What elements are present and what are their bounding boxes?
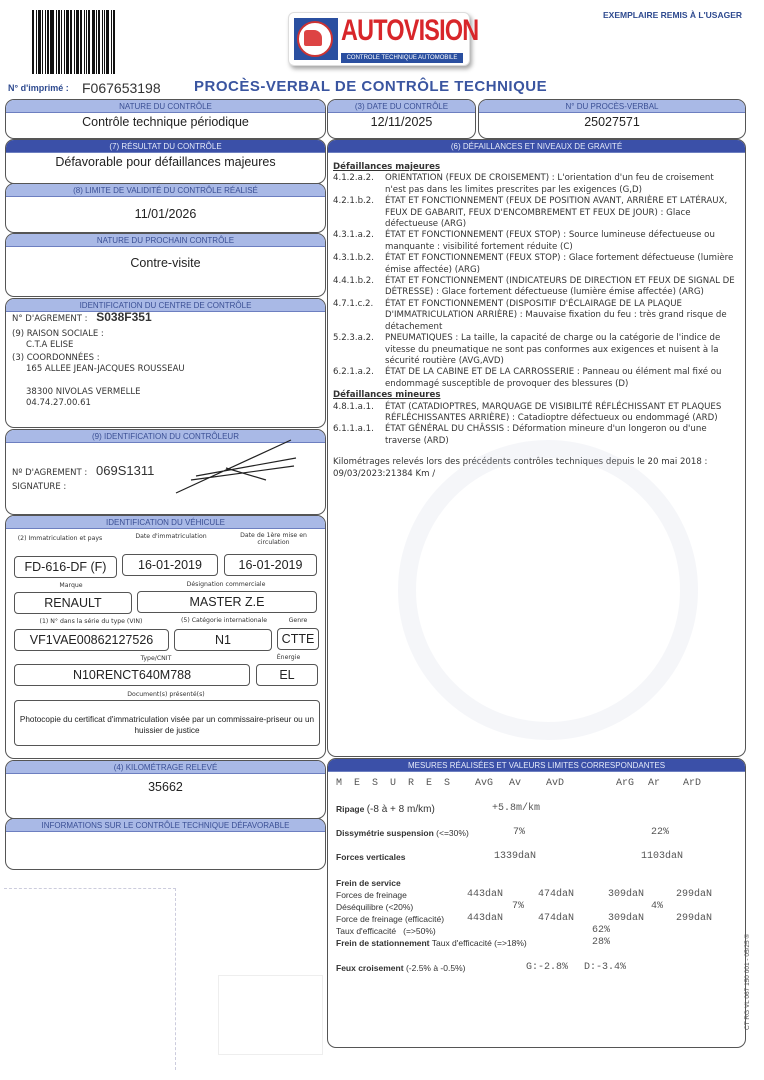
type-field: N10RENCT640M788	[14, 664, 250, 686]
defect-text: ÉTAT ET FONCTIONNEMENT (DISPOSITIF D'ÉCLAIRAGE DE LA PLAQUE D'IMMATRICULATION ARRIÈRE) : Mauvaise fixation du feu : très grand risque de détachement	[385, 298, 727, 332]
col-arg: ArG	[616, 778, 635, 789]
marque-label: Marque	[59, 582, 83, 589]
info-box	[5, 818, 326, 870]
result-label: (7) RÉSULTAT DU CONTRÔLE	[6, 140, 325, 153]
forces-verticales-label: Forces verticales	[336, 852, 406, 862]
vin-field: VF1VAE00862127526	[14, 629, 169, 651]
measures-label: MESURES RÉALISÉES ET VALEURS LIMITES CORRESPONDANTES	[328, 759, 745, 772]
defect-code: 4.2.1.b.2.	[333, 196, 374, 207]
feux-d: D:-3.4%	[584, 962, 627, 973]
logo-title: AUTOVISION	[341, 14, 479, 47]
immat-label: (2) Immatriculation et pays	[17, 535, 103, 542]
first-circ-label: Date de 1ère mise en circulation	[240, 532, 307, 546]
defect-code: 6.1.1.a.1.	[333, 424, 374, 435]
measures-box	[327, 758, 746, 1048]
centre-label: IDENTIFICATION DU CENTRE DE CONTRÔLE	[6, 299, 325, 312]
validity-value: 11/01/2026	[134, 207, 197, 221]
defect-item	[333, 253, 745, 276]
tear-off-area	[4, 888, 176, 1070]
defect-item	[333, 299, 745, 333]
defect-text: ÉTAT ET FONCTIONNEMENT (FEUX STOP) : Source lumineuse défectueuse ou manquante : visibilité fortement réduite (C)	[385, 230, 715, 252]
forces-verticales-av: 1339daN	[494, 851, 537, 862]
date-immat-field: 16-01-2019	[122, 554, 218, 576]
ripage-limit: (-8 à + 8 m/km)	[366, 804, 435, 815]
defect-item	[333, 424, 745, 447]
categorie-field: N1	[174, 629, 272, 651]
taux-label: Taux d'efficacité (=>50%)	[336, 926, 436, 936]
pv-value: 25027571	[584, 115, 640, 129]
nature-box	[5, 99, 326, 139]
deseq-label: Déséquilibre (<20%)	[336, 902, 414, 912]
vehicle-label: IDENTIFICATION DU VÉHICULE	[6, 516, 325, 529]
defect-item	[333, 173, 745, 196]
major-title: Défaillances majeures	[333, 162, 441, 172]
col-ard: ArD	[683, 778, 702, 789]
defect-code: 4.3.1.b.2.	[333, 253, 374, 264]
validity-box	[5, 183, 326, 233]
next-control-box	[5, 233, 326, 297]
frein-stationnement-taux-label: Taux d'efficacité (=>18%)	[431, 938, 527, 948]
defect-item	[333, 333, 745, 367]
centre-agrement: S038F351	[96, 310, 152, 324]
eff-force-label: Force de freinage (efficacité)	[336, 914, 445, 924]
pv-label: N° DU PROCÈS-VERBAL	[479, 100, 745, 113]
date-box	[327, 99, 476, 139]
print-number-label: N° d'imprimé :	[8, 83, 69, 93]
col-avd: AvD	[546, 778, 565, 789]
centre-box	[5, 298, 326, 428]
defect-code: 4.3.1.a.2.	[333, 230, 374, 241]
defect-code: 4.7.1.c.2.	[333, 298, 374, 309]
address-line2: 38300 NIVOLAS VERMELLE	[26, 387, 141, 397]
frein-service-label: Frein de service	[336, 878, 401, 888]
result-value: Défavorable pour défaillances majeures	[55, 155, 276, 169]
minor-title: Défaillances mineures	[333, 390, 441, 401]
phone: 04.74.27.00.61	[26, 398, 91, 408]
dissymetrie-limit: (<=30%)	[436, 828, 469, 838]
print-number: F067653198	[82, 80, 161, 96]
dissymetrie-ar: 22%	[651, 827, 670, 838]
frein-stationnement-label: Frein de stationnement	[336, 938, 430, 948]
deseq-av: 7%	[512, 901, 525, 912]
type-label: Type/CNIT	[140, 655, 172, 662]
eff-force-avd: 474daN	[538, 913, 575, 924]
ripage-label: Ripage	[336, 804, 365, 814]
first-circ-field: 16-01-2019	[224, 554, 317, 576]
defect-text: ÉTAT ET FONCTIONNEMENT (FEUX DE POSITION AVANT, ARRIÈRE ET LATÉRAUX, FEUX DE GABARIT, FEUX D'ENCOMBREMENT ET FEUX DE JOUR) : Glace défectueuse (ARG)	[385, 196, 728, 230]
barcode	[32, 10, 136, 74]
signature-icon	[166, 438, 306, 498]
ripage-value: +5.8m/km	[492, 803, 541, 814]
defect-text: PNEUMATIQUES : La taille, la capacité de charge ou la catégorie de l'indice de vitesse du pneumatique ne sont pas conformes aux exigences et nuisent à la sécurité routière (AVG,AVD)	[385, 333, 721, 366]
defect-text: ÉTAT ET FONCTIONNEMENT (FEUX STOP) : Glace fortement défectueuse (lumière émise affectée) (ARG)	[385, 253, 734, 275]
designation-field: MASTER Z.E	[137, 591, 317, 613]
vin-label: (1) N° dans la série du type (VIN)	[39, 618, 143, 625]
col-av: Av	[509, 778, 522, 789]
forces-freinage-label: Forces de freinage	[336, 890, 407, 900]
genre-field: CTTE	[277, 628, 319, 650]
forces-verticales-ar: 1103daN	[641, 851, 684, 862]
defects-list	[328, 153, 745, 480]
km-history: Kilométrages relevés lors des précédents contrôles techniques depuis le 20 mai 2018 : 09/03/2023:21384 Km /	[333, 457, 708, 479]
defect-text: ÉTAT ET FONCTIONNEMENT (INDICATEURS DE DIRECTION ET FEUX DE SIGNAL DE DÉTRESSE) : Glace fortement défectueuse (lumière émise affectée) (ARG)	[385, 276, 735, 298]
vehicle-box	[5, 515, 326, 759]
categorie-label: (5) Catégorie internationale	[180, 617, 268, 624]
date-label: (3) DATE DU CONTRÔLE	[328, 100, 475, 113]
address-line1: 165 ALLEE JEAN-JACQUES ROUSSEAU	[26, 364, 185, 374]
defect-text: ÉTAT GÉNÉRAL DU CHÂSSIS : Déformation mineure d'un longeron ou d'une traverse (ARD)	[385, 424, 707, 446]
mileage-box	[5, 760, 326, 819]
col-ar: Ar	[648, 778, 661, 789]
defect-text: ÉTAT DE LA CABINE ET DE LA CARROSSERIE : Panneau ou élément mal fixé ou endommagé susceptible de provoquer des blessures (D)	[385, 367, 722, 389]
controller-agrement: 069S1311	[96, 463, 155, 478]
signature-label: SIGNATURE :	[12, 482, 67, 492]
deseq-ar: 4%	[651, 901, 664, 912]
raison-value: C.T.A ELISE	[26, 340, 74, 350]
form-reference-code: CT RG VL 067 150 001 - 05/25 ®	[744, 933, 751, 1030]
marque-field: RENAULT	[14, 592, 132, 614]
defects-box	[327, 139, 746, 757]
eff-force-avg: 443daN	[467, 913, 504, 924]
eff-force-ard: 299daN	[676, 913, 713, 924]
dissymetrie-label: Dissymétrie suspension	[336, 828, 434, 838]
controller-box	[5, 429, 326, 515]
defect-text: ORIENTATION (FEUX DE CROISEMENT) : L'orientation d'un feu de croisement n'est pas dans les limites prescrites par les exigences (G,D)	[385, 173, 714, 195]
energie-label: Énergie	[276, 654, 301, 661]
centre-agrement-label: N° D'AGREMENT :	[12, 314, 88, 324]
next-control-label: NATURE DU PROCHAIN CONTRÔLE	[6, 234, 325, 247]
forces-freinage-avg: 443daN	[467, 889, 504, 900]
forces-freinage-ard: 299daN	[676, 889, 713, 900]
watermark-emblem	[398, 440, 698, 740]
document-title: PROCÈS-VERBAL DE CONTRÔLE TECHNIQUE	[194, 78, 548, 95]
defect-item	[333, 367, 745, 390]
defect-code: 6.2.1.a.2.	[333, 367, 374, 378]
defect-item	[333, 402, 745, 425]
genre-label: Genre	[288, 617, 308, 624]
feux-g: G:-2.8%	[526, 962, 569, 973]
nature-label: NATURE DU CONTRÔLE	[6, 100, 325, 113]
feux-limit: (-2.5% à -0.5%)	[405, 963, 466, 973]
designation-label: Désignation commerciale	[186, 581, 266, 588]
controller-label: (9) IDENTIFICATION DU CONTRÔLEUR	[6, 430, 325, 443]
measures-title: M E S U R E S	[336, 778, 454, 789]
eff-force-arg: 309daN	[608, 913, 645, 924]
date-value: 12/11/2025	[370, 115, 433, 129]
defect-text: ÉTAT (CATADIOPTRES, MARQUAGE DE VISIBILITÉ RÉFLÉCHISSANT ET PLAQUES RÉFLÉCHISSANTES ARRIÈRE) : Catadioptre défectueux ou endommagé (ARD)	[385, 401, 722, 423]
defect-code: 4.4.1.b.2.	[333, 276, 374, 287]
frein-stationnement-taux: 28%	[592, 937, 611, 948]
defect-code: 4.8.1.a.1.	[333, 401, 374, 412]
stamp-area	[218, 975, 323, 1055]
defect-code: 5.2.3.a.2.	[333, 333, 374, 344]
raison-label: (9) RAISON SOCIALE :	[12, 329, 104, 339]
logo-subtitle: CONTROLE TECHNIQUE AUTOMOBILE	[341, 53, 463, 63]
energie-field: EL	[256, 664, 318, 686]
defect-item	[333, 230, 745, 253]
car-emblem-icon	[294, 18, 338, 60]
date-immat-label: Date d'immatriculation	[135, 533, 207, 540]
validity-label: (8) LIMITE DE VALIDITÉ DU CONTRÔLE RÉALISÉ	[6, 184, 325, 197]
autovision-logo	[288, 12, 479, 66]
result-box	[5, 139, 326, 184]
info-label: INFORMATIONS SUR LE CONTRÔLE TECHNIQUE DÉFAVORABLE	[6, 819, 325, 832]
docs-field: Photocopie du certificat d'immatriculation visée par un commissaire-priseur ou un huissier de justice	[14, 700, 320, 746]
defects-label: (6) DÉFAILLANCES ET NIVEAUX DE GRAVITÉ	[328, 140, 745, 153]
forces-freinage-avd: 474daN	[538, 889, 575, 900]
defect-code: 4.1.2.a.2.	[333, 173, 374, 184]
defect-item	[333, 196, 745, 230]
forces-freinage-arg: 309daN	[608, 889, 645, 900]
nature-value: Contrôle technique périodique	[82, 115, 249, 129]
next-control-value: Contre-visite	[130, 256, 201, 270]
coord-label: (3) COORDONNÉES :	[12, 353, 100, 363]
docs-label: Document(s) présenté(s)	[127, 691, 205, 698]
mileage-value: 35662	[148, 780, 183, 794]
pv-box	[478, 99, 746, 139]
feux-label: Feux croisement	[336, 963, 404, 973]
taux-value: 62%	[592, 925, 611, 936]
controller-agrement-label: Nº D'AGREMENT :	[12, 468, 88, 478]
immat-field: FD-616-DF (F)	[14, 556, 117, 578]
copy-label: EXEMPLAIRE REMIS À L'USAGER	[603, 10, 742, 20]
mileage-label: (4) KILOMÉTRAGE RELEVÉ	[6, 761, 325, 774]
defect-item	[333, 276, 745, 299]
col-avg: AvG	[475, 778, 494, 789]
dissymetrie-av: 7%	[513, 827, 526, 838]
